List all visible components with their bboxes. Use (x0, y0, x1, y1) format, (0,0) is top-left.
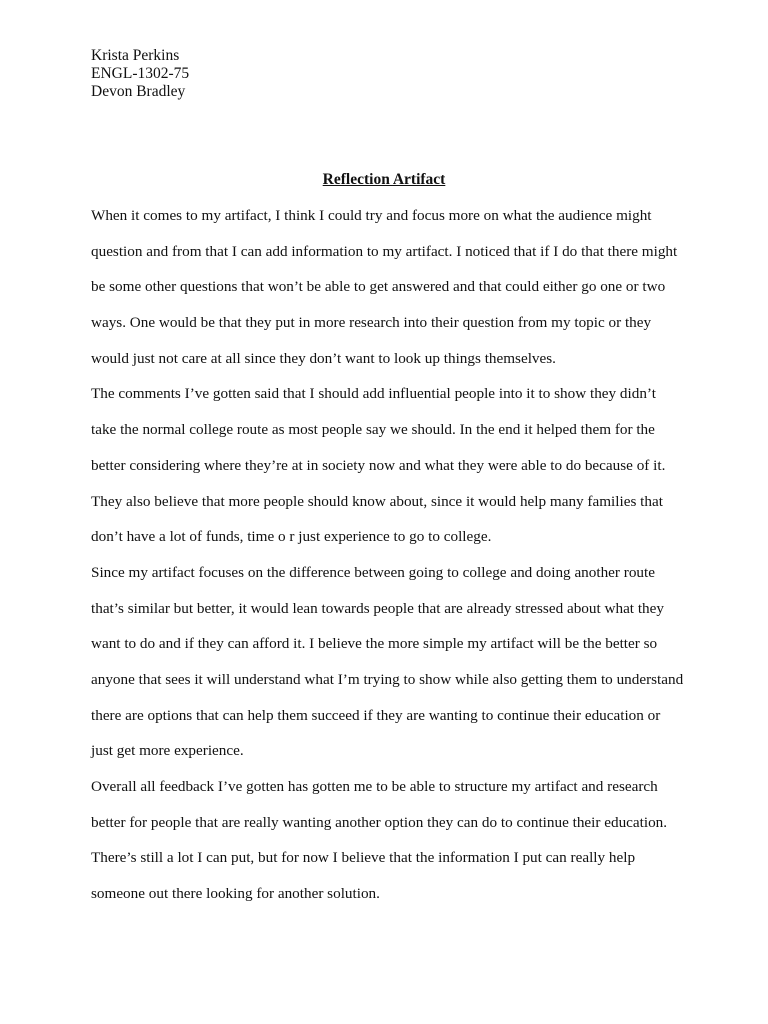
text-line: The comments I’ve gotten said that I should add influential people into it to show they didn’t (91, 385, 656, 403)
text-line: Overall all feedback I’ve gotten has gotten me to be able to structure my artifact and research (91, 778, 658, 795)
text-line: There’s still a lot I can put, but for now I believe that the information I put can really help (91, 849, 636, 867)
text-line: that’s similar but better, it would lean towards people that are already stressed about what they (91, 599, 664, 617)
text-line: take the normal college route as most people say we should. In the end it helped them for the (91, 421, 655, 439)
text-line: would just not care at all since they don’t want to look up things themselves. (91, 349, 556, 367)
text-line: ways. One would be that they put in more research into their question from my topic or they (91, 314, 652, 332)
text-line: They also believe that more people should know about, since it would help many families that (91, 492, 663, 510)
instructor-name: Devon Bradley (91, 83, 186, 100)
text-line: there are options that can help them succeed if they are wanting to continue their education or (91, 706, 661, 724)
text-line: just get more experience. (91, 742, 244, 760)
text-line: When it comes to my artifact, I think I could try and focus more on what the audience might (91, 207, 652, 224)
course-code: ENGL-1302-75 (91, 65, 190, 82)
document-body (91, 198, 691, 912)
document-header (91, 47, 189, 101)
text-line: be some other questions that won’t be able to get answered and that could either go one or two (91, 278, 666, 296)
author-name: Krista Perkins (91, 47, 180, 64)
text-line: better considering where they’re at in society now and what they were able to do because of it. (91, 456, 666, 474)
text-line: Since my artifact focuses on the difference between going to college and doing another route (91, 563, 655, 581)
text-line: want to do and if they can afford it. I believe the more simple my artifact will be the better so (91, 635, 658, 653)
text-line: don’t have a lot of funds, time o r just experience to go to college. (91, 528, 492, 546)
text-line: better for people that are really wanting another option they can do to continue their education. (91, 813, 668, 831)
text-line: question and from that I can add information to my artifact. I noticed that if I do that there might (91, 242, 678, 260)
text-line: anyone that sees it will understand what I’m trying to show while also getting them to understand (91, 670, 684, 688)
document-title: Reflection Artifact (322, 171, 446, 188)
text-line: someone out there looking for another solution. (91, 885, 380, 903)
